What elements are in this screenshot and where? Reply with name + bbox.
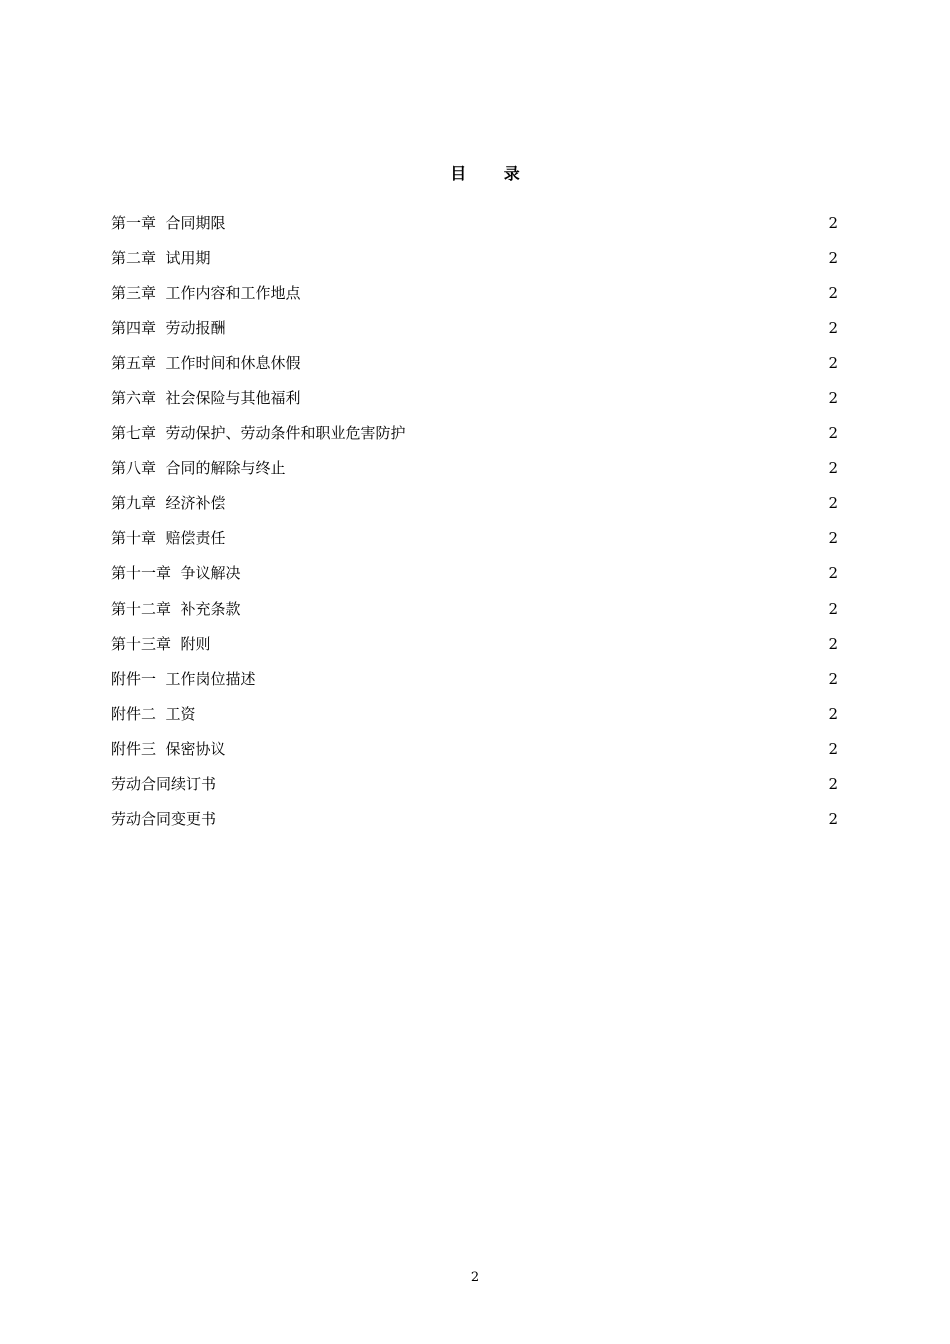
toc-title: 目 录: [450, 164, 536, 183]
toc-entry[interactable]: [111, 802, 838, 837]
toc-entry[interactable]: [111, 696, 838, 731]
toc-entry-page: 2: [828, 494, 838, 513]
toc-entry[interactable]: [111, 731, 838, 766]
toc-entry-label: 第十一章 争议解决: [111, 564, 241, 583]
toc-entry-page: 2: [828, 810, 838, 829]
toc-entry-label: 第十二章 补充条款: [111, 599, 241, 618]
toc-entry-label: 第五章 工作时间和休息休假: [111, 353, 301, 372]
toc-entry-page: 2: [828, 459, 838, 478]
toc-entry[interactable]: [111, 626, 838, 661]
page-number: 2: [470, 1270, 480, 1285]
toc-entry-label: 第一章 合同期限: [111, 213, 226, 232]
toc-entry[interactable]: [111, 380, 838, 415]
toc-entry-page: 2: [828, 248, 838, 267]
toc-entry-page: 2: [828, 634, 838, 653]
toc-entry-page: 2: [828, 318, 838, 337]
toc-entry[interactable]: [111, 416, 838, 451]
toc-entry[interactable]: [111, 345, 838, 380]
toc-entry-label: 第十章 赔偿责任: [111, 529, 226, 548]
toc-entry-label: 第九章 经济补偿: [111, 494, 226, 513]
toc-entry-page: 2: [828, 775, 838, 794]
toc-entry-label: 第七章 劳动保护、劳动条件和职业危害防护: [111, 424, 406, 443]
toc-list: [111, 205, 838, 837]
toc-entry-page: 2: [828, 669, 838, 688]
toc-entry[interactable]: [111, 205, 838, 240]
toc-entry-label: 附件三 保密协议: [111, 739, 226, 758]
toc-entry[interactable]: [111, 556, 838, 591]
toc-entry[interactable]: [111, 451, 838, 486]
toc-entry-label: 附件一 工作岗位描述: [111, 669, 256, 688]
toc-entry-page: 2: [828, 739, 838, 758]
toc-entry-page: 2: [828, 283, 838, 302]
toc-entry-page: 2: [828, 353, 838, 372]
toc-entry-label: 第二章 试用期: [111, 248, 211, 267]
toc-entry-label: 第四章 劳动报酬: [111, 318, 226, 337]
toc-entry-page: 2: [828, 213, 838, 232]
toc-entry[interactable]: [111, 767, 838, 802]
toc-entry-page: 2: [828, 599, 838, 618]
toc-entry[interactable]: [111, 591, 838, 626]
toc-entry[interactable]: [111, 240, 838, 275]
toc-entry-page: 2: [828, 389, 838, 408]
toc-entry[interactable]: [111, 661, 838, 696]
toc-entry[interactable]: [111, 310, 838, 345]
toc-entry-label: 附件二 工资: [111, 704, 196, 723]
toc-entry-label: 劳动合同续订书: [111, 775, 217, 794]
toc-entry-label: 第六章 社会保险与其他福利: [111, 389, 301, 408]
toc-entry-page: 2: [828, 704, 838, 723]
toc-entry-page: 2: [828, 564, 838, 583]
toc-entry[interactable]: [111, 275, 838, 310]
toc-entry-label: 第十三章 附则: [111, 634, 211, 653]
toc-entry[interactable]: [111, 521, 838, 556]
toc-entry-page: 2: [828, 529, 838, 548]
toc-entry-label: 第三章 工作内容和工作地点: [111, 283, 301, 302]
toc-entry-label: 第八章 合同的解除与终止: [111, 459, 286, 478]
toc-entry-label: 劳动合同变更书: [111, 810, 217, 829]
toc-entry[interactable]: [111, 486, 838, 521]
toc-entry-page: 2: [828, 424, 838, 443]
